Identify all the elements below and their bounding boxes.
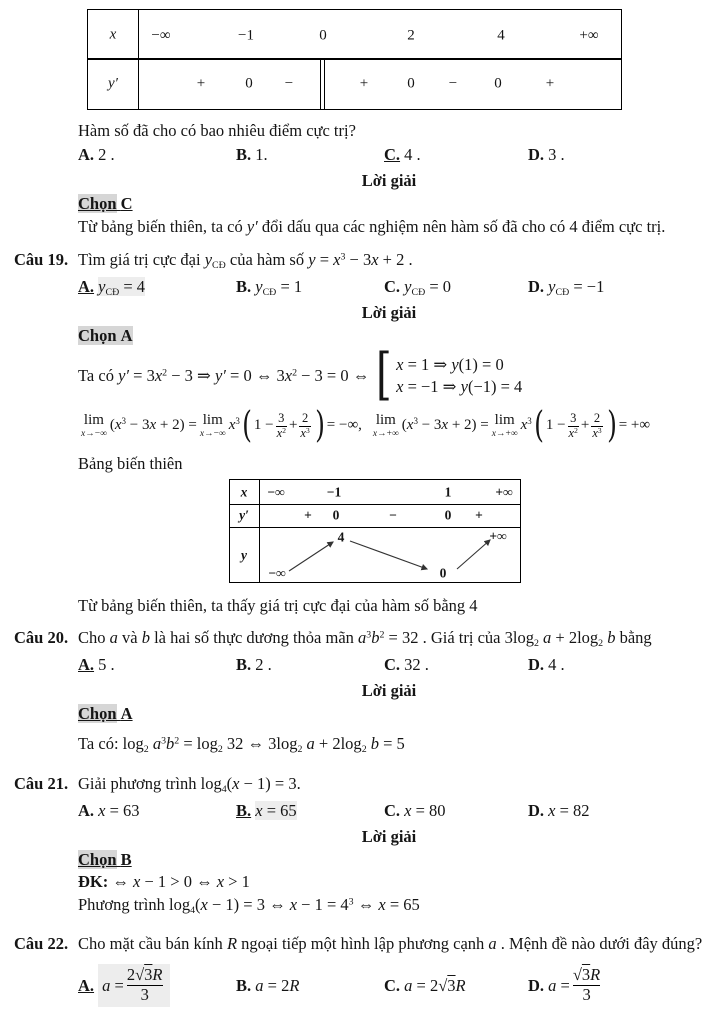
option-c: C. 4 .	[384, 145, 421, 165]
option-c: C. 32 .	[384, 655, 429, 675]
option-b: B. x = 65	[236, 801, 297, 820]
q18-chosen-answer: Chọn C	[78, 194, 133, 214]
q19-chosen-answer: Chọn A	[78, 326, 133, 346]
q21-header	[0, 773, 711, 797]
x-value: +∞	[495, 484, 513, 500]
y-row-label: y	[241, 547, 247, 563]
q20-header	[0, 627, 711, 651]
question-number: Câu 20.	[14, 628, 69, 648]
yprime-row-label: y′	[239, 507, 249, 523]
q19-options	[78, 276, 711, 300]
sign-cell: 0	[444, 507, 452, 523]
q21-chosen-answer: Chọn B	[78, 850, 132, 870]
q22-header	[0, 933, 711, 954]
discontinuity-double-line	[320, 58, 325, 109]
fraction: $\frac{3}{x^2}$	[568, 410, 578, 440]
q21-condition-line: ĐK: ⇔ x − 1 > 0 ⇔ x > 1	[78, 872, 250, 892]
solution-header: Lời giải	[361, 681, 417, 701]
limit-operator: lim x→−∞	[199, 411, 226, 439]
option-d: D. x = 82	[528, 801, 590, 820]
sign-cell: +	[545, 75, 555, 92]
q21-options	[78, 800, 711, 824]
monotonicity-arrows	[259, 527, 519, 582]
option-a: A. x = 63	[78, 801, 140, 820]
limit-operator: lim x→−∞	[81, 411, 107, 439]
q22-question: Cho mặt cầu bán kính R ngoại tiếp một hình lập phương cạnh a . Mệnh đề nào dưới đây đúng?	[78, 934, 703, 954]
question-number: Câu 22.	[14, 934, 69, 954]
x-value: −1	[326, 484, 342, 500]
limit-operator: lim x→+∞	[372, 411, 399, 439]
x-value: 1	[444, 484, 452, 500]
q18-question: Hàm số đã cho có bao nhiêu điểm cực trị?	[78, 121, 356, 140]
q19-conclusion: Từ bảng biến thiên, ta thấy giá trị cực đại của hàm số bằng 4	[78, 596, 478, 616]
q19-question: Tìm giá trị cực đại yCĐ của hàm số $y = x^3 - 3x + 2$ .	[78, 250, 413, 272]
option-c: C. yCĐ = 0	[384, 277, 452, 299]
q21-question: Giải phương trình log4(x − 1) = 3.	[78, 774, 301, 796]
sign-cell: 0	[407, 75, 415, 92]
option-d: D. yCĐ = −1	[528, 277, 605, 299]
option-c: C. x = 80	[384, 801, 446, 820]
x-value: 0	[319, 27, 327, 44]
fraction: $\frac{3}{x^2}$	[276, 410, 286, 440]
option-d: D. 3 .	[528, 145, 565, 165]
sign-cell: 0	[494, 75, 502, 92]
question-number: Câu 19.	[14, 250, 69, 270]
option-a: A. 5 .	[78, 655, 115, 675]
option-b: B. a = 2R	[236, 975, 300, 995]
cases-block: x = 1 ⇒ y(1) = 0 x = −1 ⇒ y(−1) = 4	[396, 354, 523, 396]
option-b: B. 2 .	[236, 655, 272, 675]
sign-cell: +	[304, 507, 312, 523]
q22-options	[78, 959, 711, 1011]
sign-cell: +	[475, 507, 483, 523]
fraction: $\frac{2√3R}{3}$	[126, 964, 163, 1004]
option-a: A. yCĐ = 4	[78, 277, 146, 299]
sign-cell: 0	[332, 507, 340, 523]
table-divider	[230, 504, 520, 505]
x-value: −1	[238, 27, 254, 44]
solution-header: Lời giải	[361, 827, 417, 846]
q20-chosen-answer: Chọn A	[78, 704, 133, 724]
y-value: 0	[439, 565, 447, 581]
option-a: A. 2 .	[78, 145, 115, 165]
x-value: 2	[407, 27, 415, 44]
x-value: −∞	[151, 27, 171, 44]
y-value: −∞	[268, 565, 286, 581]
q20-question: Cho a và b là hai số thực dương thỏa mãn $a^3b^2 = 32$ . Giá trị của 3log2 a + 2log2 b bằng	[78, 628, 652, 650]
option-d: D. 4 .	[528, 655, 565, 675]
q18-options	[78, 144, 711, 168]
q19-limit-line: lim x→−∞ $(x^3 - 3x + 2)$ = lim x→−∞ $x^3$ ( 1 − $\frac{3}{x^2}$ + $\frac{2}{x^3}$ ) = −∞, lim x→+∞ $(x^3 - 3x + 2)$ = lim x→+∞ $x^3$ ( 1 − $\frac{3}{x^2}$ + $\frac{2}{x^3}$ ) = +∞	[81, 405, 651, 447]
variation-table-q18	[87, 9, 622, 110]
fraction: $\frac{2}{x^3}$	[300, 410, 310, 440]
sign-cell: −	[389, 507, 397, 523]
x-row-label: x	[109, 26, 117, 43]
sign-cell: −	[284, 75, 294, 92]
q20-options	[78, 654, 711, 678]
q19-header	[0, 249, 711, 273]
question-number: Câu 21.	[14, 774, 69, 794]
option-b: B. 1.	[236, 145, 268, 165]
sign-cell: −	[448, 75, 458, 92]
table-divider	[88, 58, 621, 60]
x-value: 4	[497, 27, 505, 44]
q20-solution-line: Ta có: log2 $a^3b^2 = \log 2$ 32 ⇔ 3log2 a + 2log2 b = 5	[78, 734, 405, 756]
solution-header: Lời giải	[361, 171, 417, 191]
q21-solution-line: Phương trình log4(x − 1) = 3 ⇔ $x - 1 = 4^3$ ⇔ x = 65	[78, 895, 420, 917]
option-a: A. a = $\frac{2√3R}{3}$	[78, 959, 170, 1011]
fraction: $\frac{√3R}{3}$	[572, 964, 601, 1004]
solution-header: Lời giải	[361, 303, 417, 323]
q19-bbt-label: Bảng biến thiên	[78, 454, 183, 474]
x-row-label: x	[240, 484, 248, 500]
x-value: +∞	[579, 27, 599, 44]
document-page	[0, 9, 711, 1004]
q19-derivative-line: Ta có $y' = 3x^2 - 3$ ⇒ y′ = 0 ⇔ $3x^2 - 3 = 0$ ⇔ [ x = 1 ⇒ y(1) = 0 x = −1 ⇒ y(−1) = 4	[78, 342, 523, 408]
variation-table-q19	[229, 479, 521, 583]
limit-operator: lim x→+∞	[491, 411, 518, 439]
cases-bracket: [	[376, 342, 393, 408]
option-b: B. yCĐ = 1	[236, 277, 303, 299]
option-d: D. a = $\frac{√3R}{3}$	[528, 964, 601, 1004]
y-value: +∞	[489, 528, 507, 544]
q18-explanation: Từ bảng biến thiên, ta có y′ đổi dấu qua các nghiệm nên hàm số đã cho có 4 điểm cực trị.	[78, 217, 666, 237]
sign-cell: 0	[245, 75, 253, 92]
sign-cell: +	[359, 75, 369, 92]
yprime-row-label: y′	[108, 75, 118, 92]
fraction: $\frac{2}{x^3}$	[592, 410, 602, 440]
sign-cell: +	[196, 75, 206, 92]
y-value: 4	[337, 529, 345, 545]
x-value: −∞	[267, 484, 285, 500]
option-c: C. a = 2√3R	[384, 975, 466, 995]
